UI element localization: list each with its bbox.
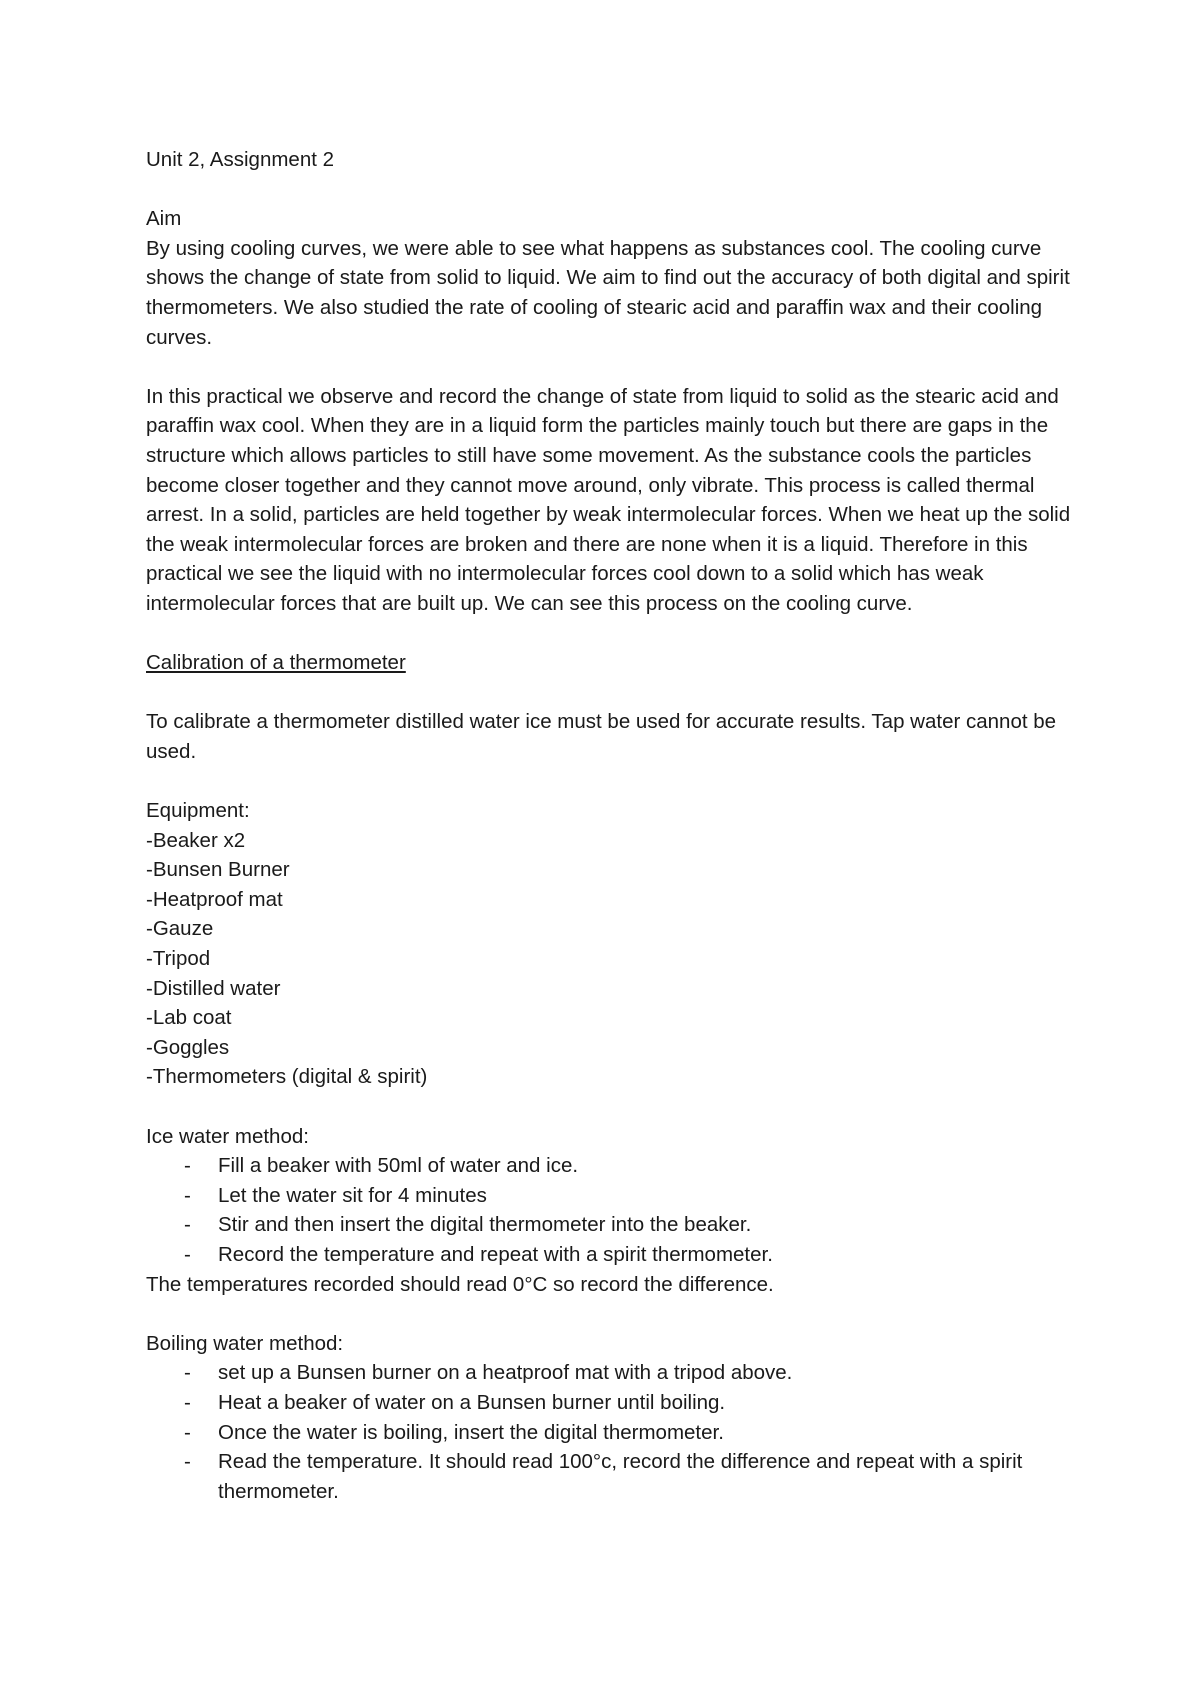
equipment-item: -Beaker x2: [146, 828, 246, 852]
step-text: Stir and then insert the digital thermometer into the beaker.: [218, 1213, 752, 1237]
ice-method-heading: Ice water method:: [146, 1124, 309, 1148]
list-item: [146, 1358, 1086, 1388]
dash-bullet: -: [184, 1390, 191, 1414]
boiling-method-steps: [146, 1358, 1086, 1506]
document-page: [146, 145, 1086, 1506]
aim-heading: Aim: [146, 207, 182, 231]
equipment-item: -Thermometers (digital & spirit): [146, 1065, 428, 1089]
equipment-item: -Lab coat: [146, 1006, 232, 1030]
dash-bullet: -: [184, 1242, 191, 1266]
step-text: Fill a beaker with 50ml of water and ice.: [218, 1154, 579, 1178]
spacer: [146, 352, 1086, 382]
spacer: [146, 678, 1086, 708]
spacer: [146, 1299, 1086, 1329]
step-text: Once the water is boiling, insert the digital thermometer.: [218, 1420, 724, 1444]
step-text: Read the temperature. It should read 100°c, record the difference and repeat with a spirit thermometer.: [218, 1450, 1023, 1503]
spacer: [146, 619, 1086, 649]
spacer: [146, 1092, 1086, 1122]
document-title: Unit 2, Assignment 2: [146, 148, 335, 171]
ice-method-steps: [146, 1151, 1086, 1269]
list-item: [146, 1418, 1086, 1448]
step-text: Let the water sit for 4 minutes: [218, 1183, 487, 1207]
dash-bullet: -: [184, 1450, 191, 1474]
list-item: [146, 1151, 1086, 1181]
list-item: [146, 1388, 1086, 1418]
boiling-method-heading: Boiling water method:: [146, 1331, 344, 1355]
spacer: [146, 175, 1086, 205]
equipment-item: -Bunsen Burner: [146, 858, 290, 882]
equipment-item: -Gauze: [146, 917, 214, 941]
equipment-heading: Equipment:: [146, 799, 250, 823]
equipment-item: -Goggles: [146, 1035, 230, 1059]
ice-method-note: The temperatures recorded should read 0°C so record the difference.: [146, 1272, 774, 1296]
practical-paragraph: In this practical we observe and record the change of state from liquid to solid as the stearic acid and paraffin wax cool. When they are in a liquid form the particles mainly touch but there are gaps in the structure which allows particles to still have some movement. As the substance cools the particles become closer together and they cannot move around, only vibrate. This process is called thermal arrest. In a solid, particles are held together by weak intermolecular forces. When we heat up the solid the weak intermolecular forces are broken and there are none when it is a liquid. Therefore in this practical we see the liquid with no intermolecular forces cool down to a solid which has weak intermolecular forces that are built up. We can see this process on the cooling curve.: [146, 384, 1071, 615]
list-item: [146, 1181, 1086, 1211]
list-item: [146, 1447, 1086, 1506]
dash-bullet: -: [184, 1154, 191, 1178]
equipment-item: -Heatproof mat: [146, 887, 283, 911]
step-text: set up a Bunsen burner on a heatproof mat with a tripod above.: [218, 1361, 793, 1385]
dash-bullet: -: [184, 1213, 191, 1237]
calibration-paragraph: To calibrate a thermometer distilled water ice must be used for accurate results. Tap water cannot be used.: [146, 710, 1057, 763]
step-text: Record the temperature and repeat with a spirit thermometer.: [218, 1242, 773, 1266]
spacer: [146, 766, 1086, 796]
dash-bullet: -: [184, 1183, 191, 1207]
list-item: [146, 1240, 1086, 1270]
calibration-heading: Calibration of a thermometer: [146, 651, 406, 675]
dash-bullet: -: [184, 1361, 191, 1385]
equipment-item: -Tripod: [146, 947, 211, 971]
dash-bullet: -: [184, 1420, 191, 1444]
equipment-list: [146, 826, 1086, 1092]
aim-paragraph: By using cooling curves, we were able to see what happens as substances cool. The cooling curve shows the change of state from solid to liquid. We aim to find out the accuracy of both digital and spirit thermometers. We also studied the rate of cooling of stearic acid and paraffin wax and their cooling curves.: [146, 236, 1070, 349]
list-item: [146, 1210, 1086, 1240]
equipment-item: -Distilled water: [146, 976, 281, 1000]
step-text: Heat a beaker of water on a Bunsen burner until boiling.: [218, 1390, 726, 1414]
